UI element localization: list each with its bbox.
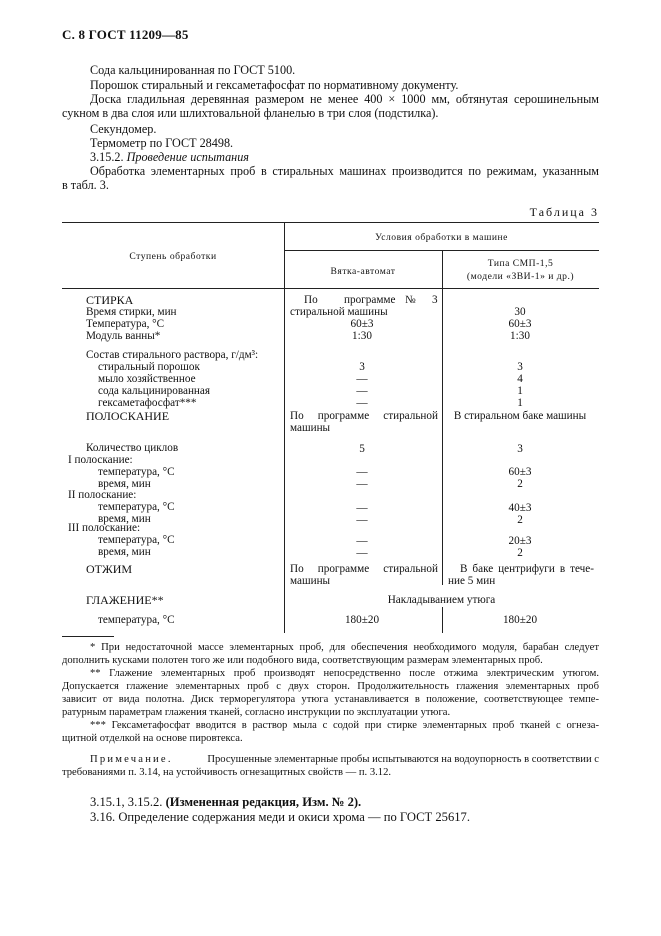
footnote-3b: щитной отделкой на основе пировтекса. [62, 733, 243, 744]
cell-mod-b: 1:30 [510, 330, 530, 342]
final-line-2: 3.16. Определение содержания меди и окиси хрома — по ГОСТ 25617. [90, 810, 471, 824]
final-num: 3.15.1, 3.15.2. [90, 795, 163, 809]
head-col2: Вятка-автомат [330, 266, 396, 277]
cell-mylo-a: — [356, 373, 368, 385]
prog-word-4: 3 [432, 294, 438, 306]
cell-soda-b: 1 [517, 385, 523, 397]
intro-line-1: Сода кальцинированная по ГОСТ 5100. [90, 63, 296, 77]
para-line-2: в табл. 3. [62, 178, 109, 192]
cell-geksa-a: — [356, 397, 368, 409]
note-text-1: Просушенные элементарные пробы испытываются на водоупорность в соответствии с [207, 754, 599, 765]
row-p3: III полоскание: [68, 522, 141, 534]
row-p1-time: время, мин [98, 478, 151, 490]
section-number: 3.15.2. [90, 150, 124, 164]
footnote-3a: *** Гексаметафосфат вводится в раствор мыла с содой при стирке элементарных проб тканей с огнеза- [90, 720, 599, 731]
final-bold: (Измененная редакция, Изм. № 2). [165, 795, 362, 809]
cell-p1-time-b: 2 [517, 478, 523, 490]
cell-temp-a: 60±3 [350, 318, 374, 330]
cell-p1-temp-a: — [356, 466, 368, 478]
polosk-bak: В стиральном баке машины [453, 410, 587, 422]
row-glazh-temp: температура, °С [98, 614, 175, 626]
footnote-2c: зависит от вида полотна. Диск терморегулятора утюга устанавливается в положение, соответствующее темпе- [62, 694, 599, 705]
table-head-rule [62, 288, 599, 289]
glazh-merged: Накладыванием утюга [387, 594, 496, 606]
intro-line-5: Секундомер. [90, 122, 157, 136]
intro-line-6: Термометр по ГОСТ 28498. [90, 136, 234, 150]
head-group: Условия обработки в машине [375, 232, 508, 243]
row-stirka-temp: Температура, °С [86, 318, 165, 330]
row-p2-time: время, мин [98, 513, 151, 525]
row-polosk: ПОЛОСКАНИЕ [86, 409, 170, 423]
cell-p3-time-b: 2 [517, 547, 523, 559]
cell-p2-temp-a: — [356, 502, 368, 514]
row-geksa: гексаметафосфат*** [98, 397, 197, 409]
cell-glazh-b: 180±20 [502, 614, 538, 626]
cell-time-b: 30 [514, 306, 526, 318]
row-glazh: ГЛАЖЕНИЕ** [86, 593, 164, 607]
cell-p2-temp-b: 40±3 [508, 502, 532, 514]
cell-p3-temp-b: 20±3 [508, 535, 532, 547]
row-p2: II полоскание: [68, 489, 137, 501]
prog-word-2: программе [344, 294, 396, 306]
table-col-divider-2 [442, 250, 443, 585]
row-stirka: СТИРКА [86, 293, 134, 307]
cell-mod-a: 1:30 [352, 330, 372, 342]
prog-word-3: № [405, 294, 416, 306]
section-title: Проведение испытания [126, 150, 249, 164]
cell-poroshok-a: 3 [359, 361, 365, 373]
row-soda: сода кальцинированная [98, 385, 211, 397]
cell-geksa-b: 1 [517, 397, 523, 409]
row-p3-temp: температура, °С [98, 534, 175, 546]
row-stirka-time: Время стирки, мин [86, 306, 177, 318]
intro-line-4: сукном в два слоя или шлихтовальной фланелью в три слоя (подстилка). [62, 106, 439, 120]
cell-poroshok-b: 3 [517, 361, 523, 373]
cell-temp-b: 60±3 [508, 318, 532, 330]
cell-p2-time-b: 2 [517, 514, 523, 526]
cell-glazh-a: 180±20 [344, 614, 380, 626]
head-col3a: Типа СМП-1,5 [487, 258, 554, 269]
otzhim-bak-1: В баке центрифуги в тече- [460, 563, 594, 575]
row-p3-time: время, мин [98, 546, 151, 558]
row-kol: Количество циклов [86, 442, 179, 454]
row-stirka-mod: Модуль ванны* [86, 330, 161, 342]
row-poroshok: стиральный порошок [98, 361, 200, 373]
prog-line-2: стиральной машины [290, 306, 388, 318]
note-line-1 [90, 753, 599, 766]
row-p1-temp: температура, °С [98, 466, 175, 478]
cell-p1-temp-b: 60±3 [508, 466, 532, 478]
cell-kol-b: 3 [517, 443, 523, 455]
footnote-2a: ** Глажение элементарных проб производят непосредственно после отжима электрическим утюгом. [90, 668, 599, 679]
footnote-1b: дополнить кусками полотен того же или подобного вида, соответствующим размерам элементарных проб. [62, 655, 543, 666]
footnote-2b: Допускается глажение элементарных проб с двух сторон. Продолжительность глажения элементарных проб [62, 681, 599, 692]
polosk-prog-1: По программе стиральной [290, 410, 438, 422]
cell-soda-a: — [356, 385, 368, 397]
otzhim-bak-2: ние 5 мин [448, 575, 496, 587]
polosk-prog-2: машины [290, 422, 331, 434]
table-col-divider-1 [284, 222, 285, 633]
section-heading [90, 150, 249, 165]
intro-line-2: Порошок стиральный и гексаметафосфат по нормативному документу. [90, 78, 459, 92]
prog-word-1: По [304, 294, 318, 306]
footnote-2d: ратурным параметрам глажения тканей, согласно инструкции по эксплуатации утюга. [62, 707, 451, 718]
table-col-divider-2b [442, 607, 443, 633]
head-col1: Ступень обработки [129, 251, 217, 262]
cell-mylo-b: 4 [517, 373, 523, 385]
row-otzhim: ОТЖИМ [86, 562, 133, 576]
row-p2-temp: температура, °С [98, 501, 175, 513]
intro-line-3: Доска гладильная деревянная размером не менее 400 × 1000 мм, обтянутая серошинельным [90, 92, 599, 106]
cell-p3-time-a: — [356, 547, 368, 559]
head-col3b: (модели «ЗВИ-1» и др.) [466, 271, 575, 282]
cell-p1-time-a: — [356, 478, 368, 490]
row-mylo: мыло хозяйственное [98, 373, 196, 385]
row-sostav: Состав стирального раствора, г/дм³: [86, 349, 259, 361]
cell-p3-temp-a: — [356, 535, 368, 547]
row-p1: I полоскание: [68, 454, 133, 466]
otzhim-prog-2: машины [290, 575, 331, 587]
page-header: С. 8 ГОСТ 11209—85 [62, 27, 189, 42]
note-line-2: требованиями п. 3.14, на устойчивость огнезащитных свойств — п. 3.12. [62, 767, 392, 778]
table-top-rule [62, 222, 599, 223]
table-title: Таблица 3 [529, 205, 599, 219]
footnote-1a: * При недостаточной массе элементарных проб, для обеспечения необходимого модуля, барабан следует [90, 642, 599, 653]
footnote-rule [62, 636, 114, 637]
otzhim-prog-1: По программе стиральной [290, 563, 438, 575]
note-label: Примечание. [90, 754, 173, 765]
cell-p2-time-a: — [356, 514, 368, 526]
final-line-1 [90, 795, 361, 810]
cell-kol-a: 5 [359, 443, 365, 455]
para-line-1: Обработка элементарных проб в стиральных машинах производится по режимам, указанным [90, 164, 599, 178]
